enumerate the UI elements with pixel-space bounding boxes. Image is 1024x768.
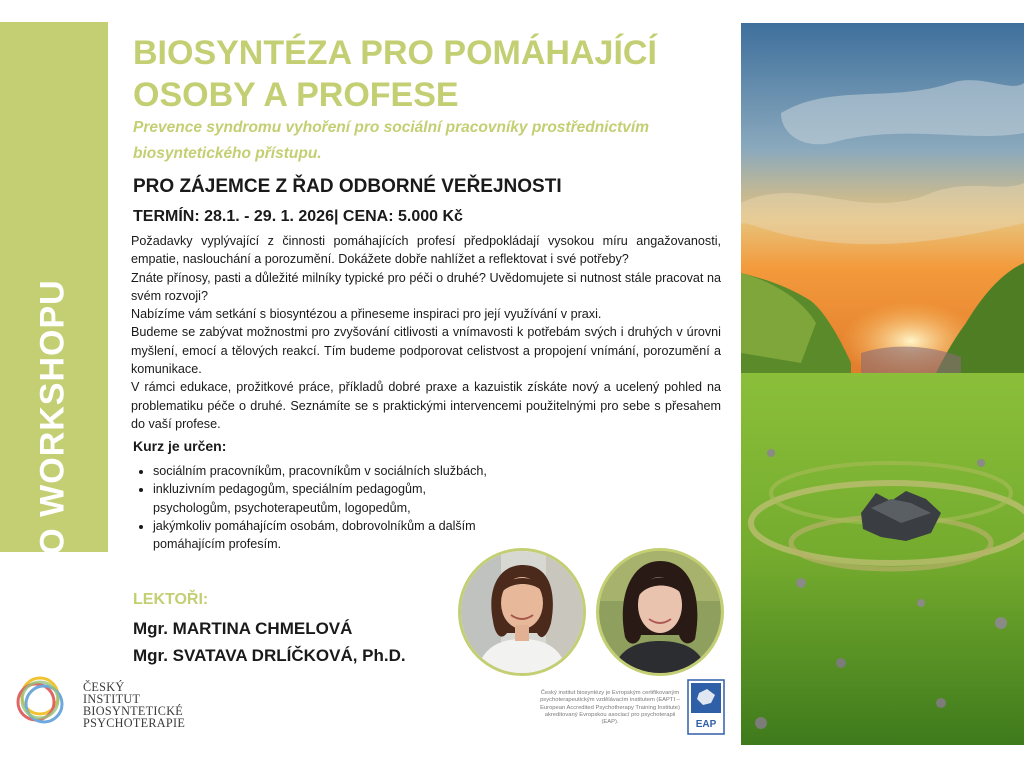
lecturer-name: Mgr. SVATAVA DRLÍČKOVÁ, Ph.D. <box>133 646 406 665</box>
list-item: • inkluzivním pedagogům, speciálním pedagogům, psychologům, psychoterapeutům, logopedům, <box>153 480 498 517</box>
lecturer-photo <box>458 548 586 676</box>
lecturer-name: Mgr. MARTINA CHMELOVÁ <box>133 619 353 638</box>
page-subtitle: Prevence syndromu vyhoření pro sociální pracovníky prostřednictvím biosyntetického přístupu. <box>133 119 649 162</box>
logo-line: ČESKÝ <box>83 680 125 694</box>
eap-badge-text: EAP <box>695 719 717 730</box>
list-item: • jakýmkoliv pomáhajícím osobám, dobrovolníkům a dalším pomáhajícím profesím. <box>153 517 498 554</box>
page-title <box>133 32 733 116</box>
sidebar-label: O WORKSHOPU <box>33 279 72 555</box>
lecturer-photo <box>596 548 724 676</box>
logo-line: PSYCHOTERAPIE <box>83 716 186 730</box>
audience-heading: PRO ZÁJEMCE Z ŘAD ODBORNÉ VEŘEJNOSTI <box>133 176 562 197</box>
target-group-list <box>135 462 498 553</box>
description-paragraph: Nabízíme vám setkání s biosyntézou a přineseme inspiraci pro její využívání v praxi. <box>131 307 602 322</box>
landscape-photo <box>741 23 1024 745</box>
description-paragraph: V rámci edukace, prožitkové práce, příkladů dobré praxe a kazuistik získáte nový a ucelený pohled na problematiku péče o druhé. Seznámíte se s praktickými intervencemi použitelnými pro sebe s přesahem do vaší profese. <box>131 380 721 431</box>
institute-logo-text <box>83 681 185 729</box>
title-line-2: OSOBY A PROFESE <box>133 76 459 114</box>
target-group-heading: Kurz je určen: <box>133 438 227 454</box>
description <box>131 232 721 433</box>
institute-logo-icon <box>10 670 70 730</box>
list-item: • sociálním pracovníkům, pracovníkům v sociálních službách, <box>153 462 498 480</box>
logo-line: BIOSYNTETICKÉ <box>83 704 184 718</box>
description-paragraph: Znáte přínosy, pasti a důležité milníky typické pro péči o druhé? Uvědomujete si nutnost stále pracovat na svém rozvoji? <box>131 270 721 303</box>
accreditation-note: Český institut biosyntézy je Evropským certifikovaným psychoterapeutickým vzdělávacím institutem (EAPTI – European Accredited Psychotherapy Training Institute) akreditovaný Evropskou asociací pro psychoterapii (EAP). <box>540 690 680 726</box>
title-line-1: BIOSYNTÉZA PRO POMÁHAJÍCÍ <box>133 34 657 72</box>
logo-line: INSTITUT <box>83 692 141 706</box>
description-paragraph: Požadavky vyplývající z činnosti pomáhajících profesí předpokládají vysokou míru angažovanosti, empatie, naslouchání a porozumění. Dokážete dobře nahlížet a reflektovat i své potřeby? <box>131 234 721 267</box>
eap-logo-icon <box>687 679 725 735</box>
description-paragraph: Budeme se zabývat možnostmi pro zvyšování citlivosti a vnímavosti k potřebám svých i druhých v úrovni myšlení, emocí a tělových reakcí. Tím budeme podporovat celistvost a propojení vnímání, porozumění a komunikace. <box>131 325 721 377</box>
sidebar-band <box>0 22 108 555</box>
date-price-line: TERMÍN: 28.1. - 29. 1. 2026| CENA: 5.000 Kč <box>133 208 463 225</box>
lecturers-heading: LEKTOŘI: <box>133 591 209 608</box>
